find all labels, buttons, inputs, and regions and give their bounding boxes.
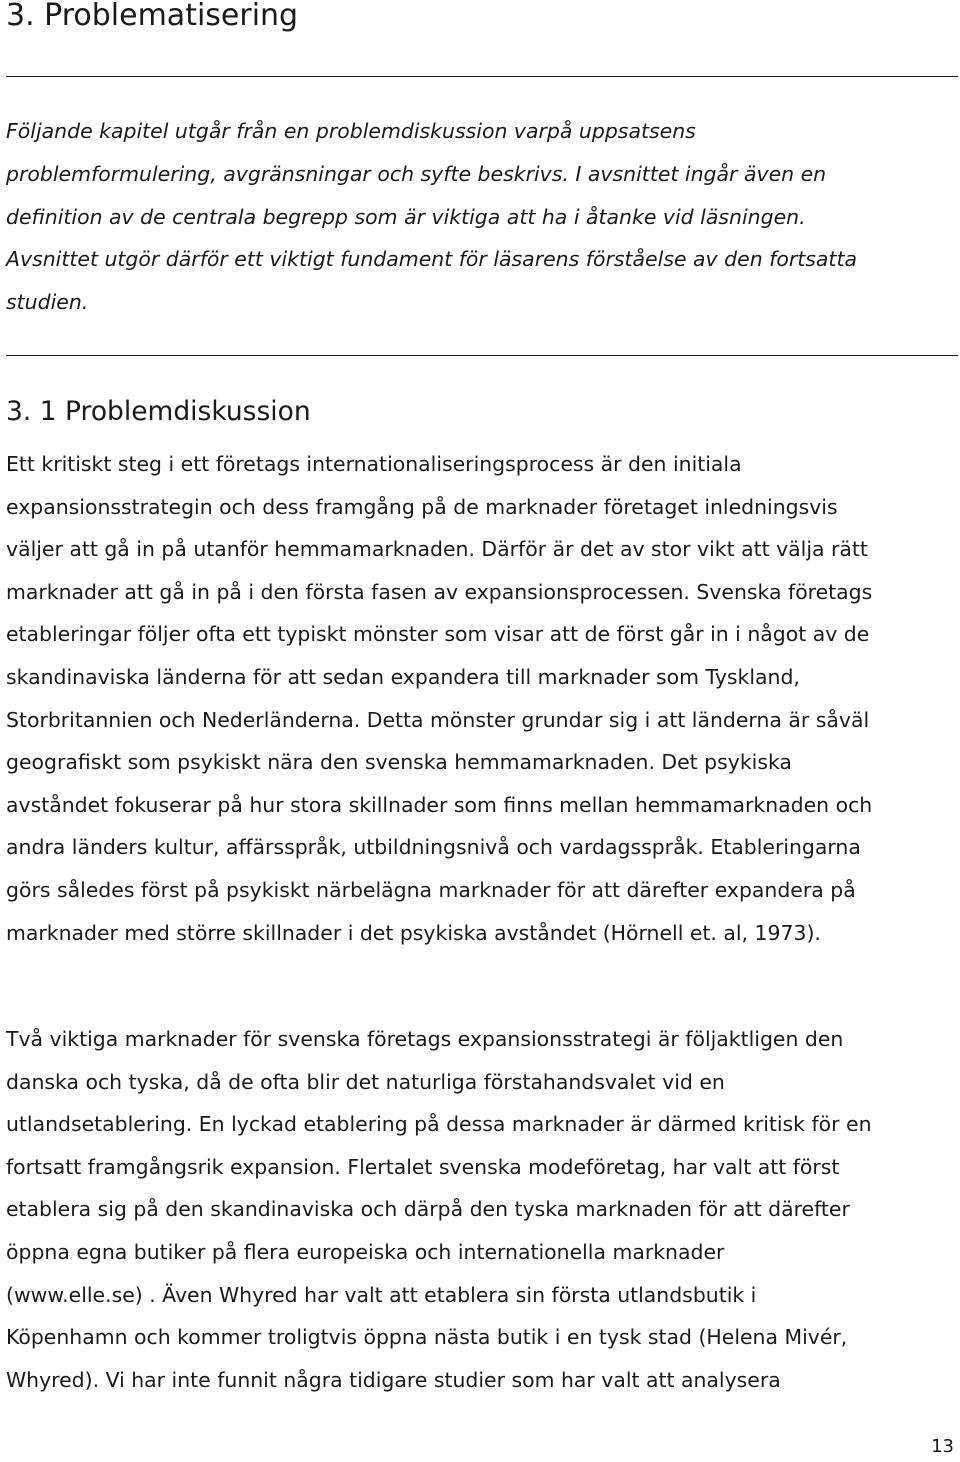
paragraph-line: Köpenhamn och kommer troligtvis öppna nästa butik i en tysk stad (Helena Mivér, — [6, 1325, 848, 1350]
paragraph-line: etableringar följer ofta ett typiskt mönster som visar att de först går in i något av de — [6, 622, 870, 647]
chapter-title: 3. Problematisering — [6, 0, 299, 33]
paragraph-line: expansionsstrategin och dess framgång på de marknader företaget inledningsvis — [6, 494, 838, 519]
body-paragraph — [6, 1018, 960, 1401]
paragraph-line: andra länders kultur, affärsspråk, utbildningsnivå och vardagsspråk. Etableringarna — [6, 835, 861, 860]
paragraph-line: geografiskt som psykiskt nära den svenska hemmamarknaden. Det psykiska — [6, 750, 792, 775]
paragraph-line: danska och tyska, då de ofta blir det naturliga förstahandsvalet vid en — [6, 1069, 725, 1094]
paragraph-line: Ett kritiskt steg i ett företags internationaliseringsprocess är den initiala — [6, 452, 742, 476]
paragraph-line: marknader med större skillnader i det psykiska avståndet (Hörnell et. al, 1973). — [6, 920, 821, 945]
paragraph-line: (www.elle.se) . Även Whyred har valt att etablera sin första utlandsbutik i — [6, 1282, 757, 1307]
intro-line: Avsnittet utgör därför ett viktigt fundament för läsarens förståelse av den fortsatta — [6, 247, 857, 272]
paragraph-line: görs således först på psykiskt närbelägna marknader för att därefter expandera på — [6, 877, 856, 902]
intro-line: definition av de centrala begrepp som är viktiga att ha i åtanke vid läsningen. — [6, 204, 806, 229]
paragraph-line: Whyred). Vi har inte funnit några tidigare studier som har valt att analysera — [6, 1367, 781, 1392]
top-divider — [6, 76, 958, 77]
paragraph-line: öppna egna butiker på flera europeiska och internationella marknader — [6, 1239, 725, 1264]
paragraph-line: marknader att gå in på i den första fasen av expansionsprocessen. Svenska företags — [6, 579, 873, 604]
paragraph-line: fortsatt framgångsrik expansion. Flertalet svenska modeföretag, har valt att först — [6, 1154, 840, 1179]
paragraph-line: avståndet fokuserar på hur stora skillnader som finns mellan hemmamarknaden och — [6, 792, 873, 817]
chapter-intro — [6, 110, 958, 324]
section-heading: 3. 1 Problemdiskussion — [6, 396, 311, 427]
paragraph-line: skandinaviska länderna för att sedan expandera till marknader som Tyskland, — [6, 664, 800, 689]
paragraph-line: väljer att gå in på utanför hemmamarknaden. Därför är det av stor vikt att välja rätt — [6, 537, 868, 562]
intro-line: Följande kapitel utgår från en problemdiskussion varpå uppsatsens — [6, 119, 696, 143]
paragraph-line: Storbritannien och Nederländerna. Detta mönster grundar sig i att länderna är såväl — [6, 707, 870, 732]
intro-line: studien. — [6, 290, 89, 315]
intro-line: problemformulering, avgränsningar och syfte beskrivs. I avsnittet ingår även en — [6, 161, 827, 186]
paragraph-line: Två viktiga marknader för svenska företags expansionsstrategi är följaktligen den — [6, 1027, 844, 1051]
page-number: 13 — [931, 1436, 954, 1457]
body-paragraph — [6, 443, 960, 954]
paragraph-line: utlandsetablering. En lyckad etablering på dessa marknader är därmed kritisk för en — [6, 1112, 872, 1137]
bottom-divider — [6, 355, 958, 356]
paragraph-line: etablera sig på den skandinaviska och därpå den tyska marknaden för att därefter — [6, 1197, 850, 1222]
